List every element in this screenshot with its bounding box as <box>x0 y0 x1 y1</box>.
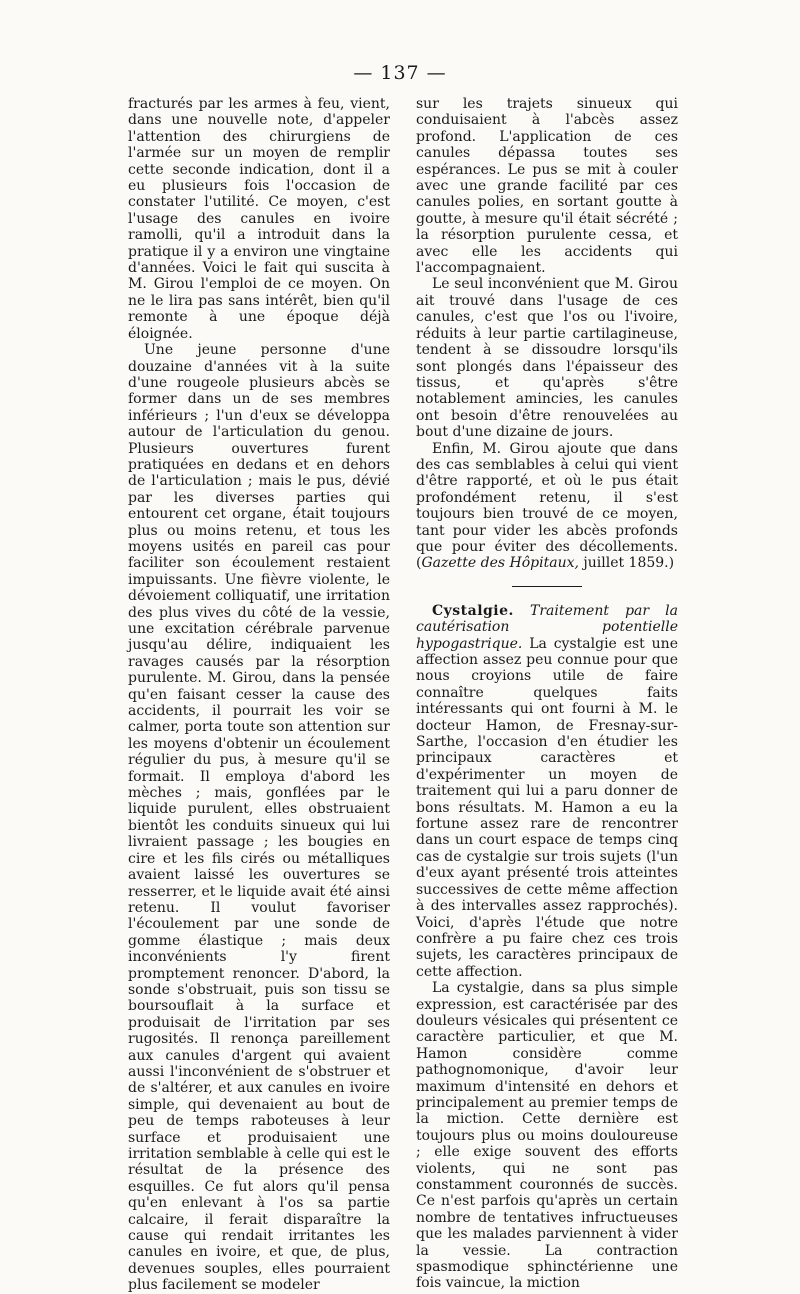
paragraph: fracturés par les armes à feu, vient, dans une nouvelle note, d'appeler l'attention des chirurgiens de l'armée sur un moyen de remplir cette seconde indication, dont il a eu plusieurs fois l'occasion de constater l'utilité. Ce moyen, c'est l'usage des canules en ivoire ramolli, qu'il a introduit dans la pratique il y a environ une vingtaine d'années. Voici le fait qui suscita à M. Girou l'emploi de ce moyen. On ne le lira pas sans intérêt, bien qu'il remonte à une époque déjà éloignée. <box>128 96 390 342</box>
section-divider <box>512 586 582 587</box>
article-first-paragraph <box>416 603 678 980</box>
right-column <box>416 96 678 1292</box>
page-number: — 137 — <box>353 62 447 84</box>
paragraph: Le seul inconvénient que M. Girou ait trouvé dans l'usage de ces canules, c'est que l'os ou l'ivoire, réduits à leur partie cartilagineuse, tendent à se dissoudre lorsqu'ils sont plongés dans l'épaisseur des tissus, et qu'après s'être notablement amincies, les canules ont besoin d'être renouvelées au bout d'une dizaine de jours. <box>416 276 678 441</box>
citation-date: juillet 1859.) <box>583 555 675 572</box>
article-subtitle: Traitement par la cautérisation potentielle hypogastrique. <box>416 602 679 652</box>
citation-source: Gazette des Hôpitaux, <box>421 555 579 572</box>
left-column <box>128 96 390 1294</box>
paragraph <box>416 441 678 572</box>
paragraph: Une jeune personne d'une douzaine d'années vit à la suite d'une rougeole plusieurs abcès se former dans un de ses membres inférieurs ; l'un d'eux se développa autour de l'articulation du genou. Plusieurs ouvertures furent pratiquées en dedans et en dehors de l'articulation ; mais le pus, dévié par les diverses parties qui entourent cet organe, était toujours plus ou moins retenu, et tous les moyens usités en pareil cas pour faciliter son écoulement restaient impuissants. Une fièvre violente, le dévoiement colliquatif, une irritation des plus vives du côté de la vessie, une excitation cérébrale parvenue jusqu'au délire, indiquaient les ravages causés par la résorption purulente. M. Girou, dans la pensée qu'en faisant cesser la cause des accidents, il pourrait les voir se calmer, porta toute son attention sur les moyens d'obtenir un écoulement régulier du pus, à mesure qu'il se formait. Il employa d'abord les mèches ; mais, gonflées par le liquide purulent, elles obstruaient bientôt les conduits sinueux qui lui livraient passage ; les bougies en cire et les fils cirés ou métalliques avaient laissé les ouvertures se resserrer, et le liquide avait été ainsi retenu. Il voulut favoriser l'écoulement par une sonde de gomme élastique ; mais deux inconvénients l'y firent promptement renoncer. D'abord, la sonde s'obstruait, puis son tissu se boursouflait à la surface et produisait de l'irritation par ses rugosités. Il renonça pareillement aux canules d'argent qui avaient aussi l'inconvénient de s'obstruer et de s'altérer, et aux canules en ivoire simple, qui devenaient au bout de peu de temps raboteuses à leur surface et produisaient une irritation semblable à celle qui est le résultat de la présence des esquilles. Ce fut alors qu'il pensa qu'en enlevant à l'os sa partie calcaire, il ferait disparaître la cause qui rendait irritantes les canules en ivoire, et que, de plus, devenues souples, elles pourraient plus facilement se modeler <box>128 342 390 1294</box>
citation-open: ( <box>416 555 422 572</box>
paragraph: sur les trajets sinueux qui conduisaient à l'abcès assez profond. L'application de ces canules dépassa toutes ses espérances. Le pus se mit à couler avec une grande facilité par ces canules polies, en sortant goutte à goutte, à mesure qu'il était sécrété ; la résorption purulente cessa, et avec elle les accidents qui l'accompagnaient. <box>416 96 678 277</box>
paragraph: La cystalgie, dans sa plus simple expression, est caractérisée par des douleurs vésicales qui présentent ce caractère particulier, et que M. Hamon considère comme pathognomonique, d'avoir leur maximum d'intensité en dehors et principalement au premier temps de la miction. Cette dernière est toujours plus ou moins douloureuse ; elle exige souvent des efforts violents, qui ne sont pas constamment couronnés de succès. Ce n'est parfois qu'après un certain nombre de tentatives infructueuses que les malades parviennent à vider la vessie. La contraction spasmodique sphinctérienne une fois vaincue, la miction <box>416 980 678 1292</box>
paragraph-text: La cystalgie est une affection assez peu connue pour que nous croyions utile de faire connaître quelques faits intéressants qui ont fourni à M. le docteur Hamon, de Fresnay-sur-Sarthe, l'occasion d'en étudier les principaux caractères et d'expérimenter un moyen de traitement qui lui a paru donner de bons résultats. M. Hamon a eu la fortune assez rare de rencontrer dans un court espace de temps cinq cas de cystalgie sur trois sujets (l'un d'eux ayant présenté trois atteintes successives de cette même affection à des intervalles assez rapprochés). Voici, d'après l'étude que notre confrère a pu faire chez ces trois sujets, les caractères principaux de cette affection. <box>416 635 678 980</box>
paragraph-text: Enfin, M. Girou ajoute que dans des cas semblables à celui qui vient d'être rapporté, et où le pus était profondément retenu, il s'est toujours bien trouvé de ce moyen, tant pour vider les abcès profonds que pour éviter des décollements. <box>416 440 678 555</box>
article-title: Cystalgie. <box>432 602 514 619</box>
